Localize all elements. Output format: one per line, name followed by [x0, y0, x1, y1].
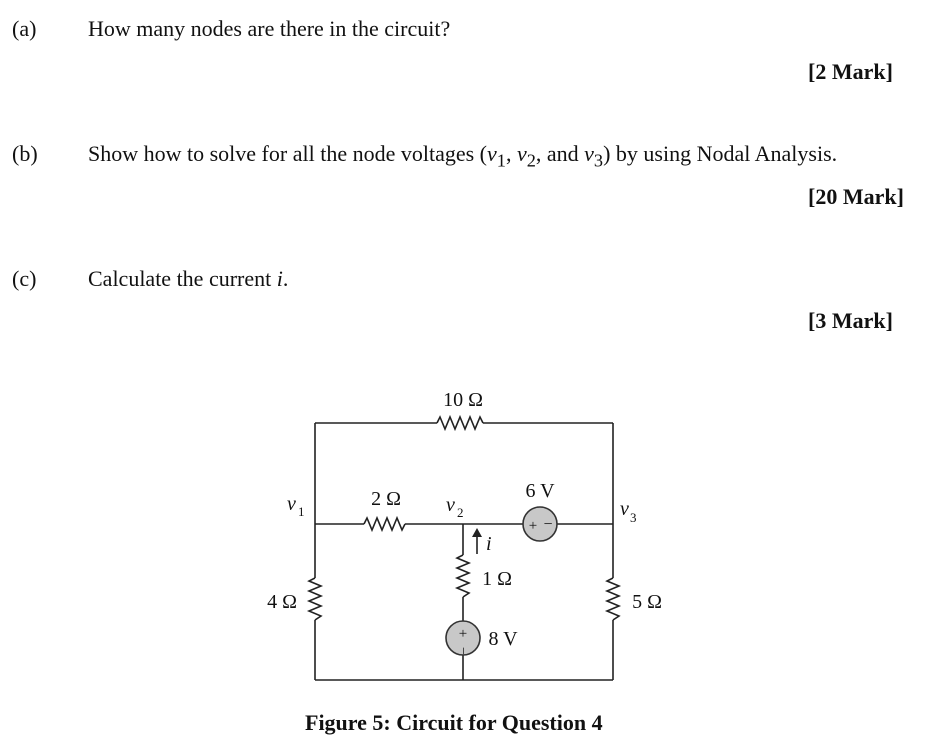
figure-caption: Figure 5: Circuit for Question 4: [305, 710, 603, 735]
question-a-label: (a): [12, 16, 37, 41]
question-c-text: Calculate the current i.: [88, 266, 289, 291]
question-c-label: (c): [12, 266, 37, 291]
resistor-1ohm: [457, 555, 469, 597]
source-8v-minus: −: [455, 647, 470, 655]
label-4ohm: 4 Ω: [267, 591, 297, 613]
label-node-v1: v: [287, 493, 296, 515]
label-6v: 6 V: [525, 480, 555, 502]
label-2ohm: 2 Ω: [371, 488, 401, 510]
label-node-v3: v: [620, 498, 629, 520]
question-b-text: Show how to solve for all the node voltages ($v_1$, $v_2$, and $v_3$) by using Nodal Analysis.: [88, 141, 838, 171]
source-8v-plus: +: [458, 626, 468, 642]
question-b-label: (b): [12, 141, 38, 166]
current-arrow-icon: [472, 528, 482, 537]
resistor-4ohm: [309, 578, 321, 620]
label-current-i: i: [486, 533, 492, 555]
label-node-v2-sub: 2: [457, 505, 464, 520]
source-6v-plus: +: [528, 518, 538, 534]
label-node-v2: v: [446, 494, 455, 516]
label-8v: 8 V: [488, 628, 518, 650]
source-6v-minus: −: [543, 516, 553, 533]
resistor-10ohm: [437, 417, 483, 429]
label-node-v1-sub: 1: [298, 504, 305, 519]
resistor-2ohm: [364, 518, 405, 530]
question-a-mark: [2 Mark]: [808, 59, 893, 84]
label-10ohm: 10 Ω: [443, 389, 483, 411]
label-5ohm: 5 Ω: [632, 591, 662, 613]
question-c-mark: [3 Mark]: [808, 308, 893, 333]
question-a-text: How many nodes are there in the circuit?: [88, 16, 451, 41]
label-1ohm: 1 Ω: [482, 568, 512, 590]
resistor-5ohm: [607, 578, 619, 620]
label-node-v3-sub: 3: [630, 510, 637, 525]
question-b-mark: [20 Mark]: [808, 184, 904, 209]
